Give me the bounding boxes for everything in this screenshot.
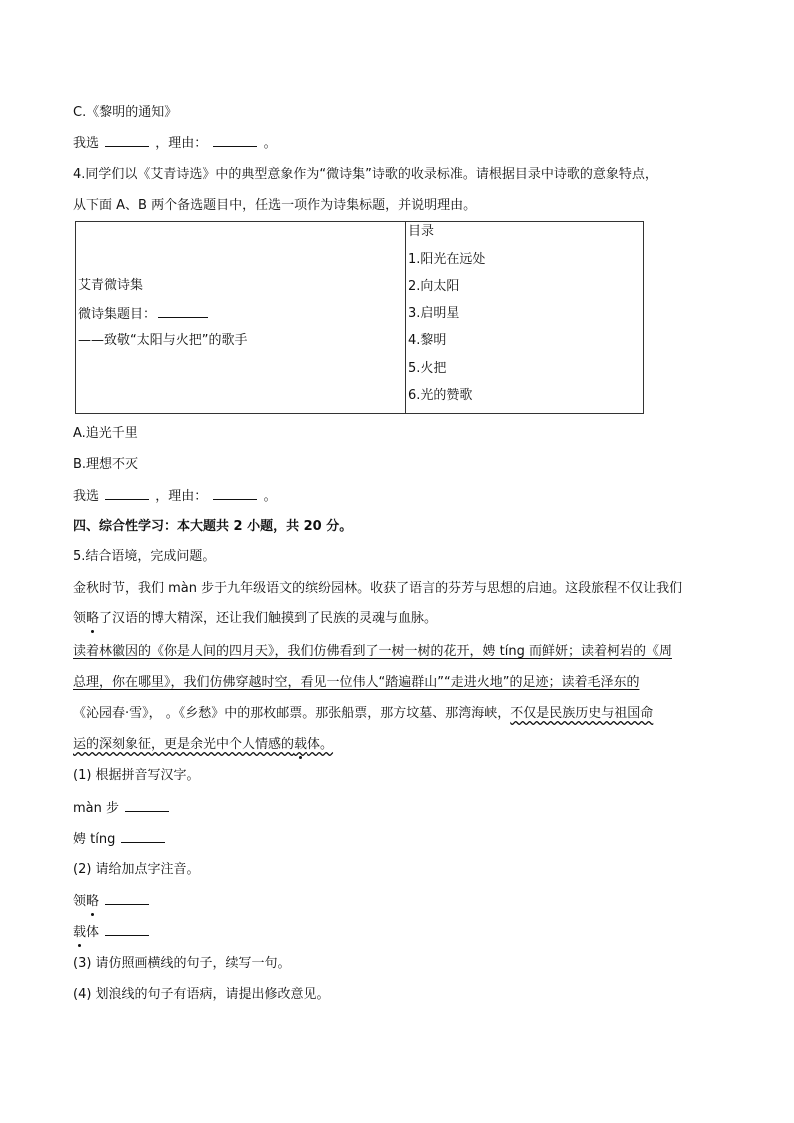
toc-item: 5.火把 (408, 361, 447, 376)
q5-stem: 5.结合语境，完成问题。 (73, 549, 216, 564)
toc-item: 3.启明星 (408, 306, 460, 321)
q4-answer-line (73, 487, 277, 506)
choice-label: 我选 (73, 489, 100, 504)
end-mark: 。 (263, 489, 277, 504)
answer-line: 载体 (73, 923, 151, 942)
poetry-collection-table (75, 221, 644, 414)
title-blank[interactable] (158, 305, 208, 318)
sub-question-4: (4) 划浪线的句子有语病，请提出修改意见。 (73, 987, 330, 1002)
passage-line: 总理，你在哪里》，我们仿佛穿越时空，看见一位伟人“踏遍群山”“走进火地”的足迹；读着毛泽东的 (73, 675, 640, 690)
dotted-char: 载 (73, 925, 87, 940)
end-mark: 。 (263, 136, 277, 151)
answer-blank[interactable] (105, 923, 149, 936)
reason-label: ，理由： (155, 136, 208, 151)
q3-answer-line (73, 134, 277, 153)
answer-line: 领略 (73, 892, 151, 911)
passage-line: 领略了汉语的博大精深，还让我们触摸到了民族的灵魂与血脉。 (73, 611, 438, 626)
wavy-sentence: 不仅是民族历史与祖国命 (510, 706, 654, 721)
dotted-char: 略 (86, 611, 100, 626)
answer-blank[interactable] (105, 892, 149, 905)
reason-blank[interactable] (213, 134, 257, 147)
choice-blank[interactable] (105, 134, 149, 147)
answer-blank[interactable] (125, 799, 169, 812)
choice-blank[interactable] (105, 487, 149, 500)
q4-stem-line1: 4.同学们以《艾青诗选》中的典型意象作为“微诗集”诗歌的收录标准。请根据目录中诗歌的意象特点， (73, 167, 658, 182)
answer-line: màn 步 (73, 799, 171, 818)
reason-blank[interactable] (213, 487, 257, 500)
passage-line: 运的深刻象征，更是余光中个人情感的载体。 (73, 737, 334, 752)
toc-heading: 目录 (408, 224, 435, 239)
sub-question-2: (2) 请给加点字注音。 (73, 862, 200, 877)
choice-label: 我选 (73, 136, 100, 151)
sub-question-3: (3) 请仿照画横线的句子，续写一句。 (73, 956, 291, 971)
collection-title: 艾青微诗集 (78, 278, 144, 293)
q4-option-b: B.理想不灭 (73, 457, 139, 472)
collection-subtitle: 微诗集题目： (78, 305, 210, 324)
answer-line: 娉 tíng (73, 830, 167, 849)
section-heading: 四、综合性学习：本大题共 2 小题，共 20 分。 (73, 519, 353, 534)
passage-line: 《沁园春·雪》， 。《乡愁》中的那枚邮票。那张船票，那方坟墓、那湾海峡，不仅是民族历史与祖国命 (73, 706, 654, 721)
collection-title-cell (76, 222, 406, 414)
collection-dedication: ——致敬“太阳与火把”的歌手 (78, 333, 248, 348)
sub-question-1: (1) 根据拼音写汉字。 (73, 768, 200, 783)
dotted-char: 载 (294, 737, 308, 752)
passage-line: 金秋时节，我们 màn 步于九年级语文的缤纷园林。收获了语言的芬芳与思想的启迪。这段旅程不仅让我们 (73, 581, 683, 596)
toc-item: 6.光的赞歌 (408, 388, 473, 403)
q3-option-c: C.《黎明的通知》 (73, 105, 178, 120)
answer-blank[interactable] (121, 830, 165, 843)
reason-label: ，理由： (155, 489, 208, 504)
toc-cell (406, 222, 644, 414)
dotted-char: 略 (86, 894, 100, 909)
underlined-sentence-line: 读着林徽因的《你是人间的四月天》，我们仿佛看到了一树一树的花开，娉 tíng 而鲜妍；读着柯岩的《周 (73, 644, 672, 659)
toc-item: 2.向太阳 (408, 279, 460, 294)
toc-item: 4.黎明 (408, 333, 447, 348)
toc-item: 1.阳光在远处 (408, 252, 486, 267)
q4-stem-line2: 从下面 A、B 两个备选题目中，任选一项作为诗集标题，并说明理由。 (73, 198, 477, 213)
q4-option-a: A.追光千里 (73, 426, 138, 441)
